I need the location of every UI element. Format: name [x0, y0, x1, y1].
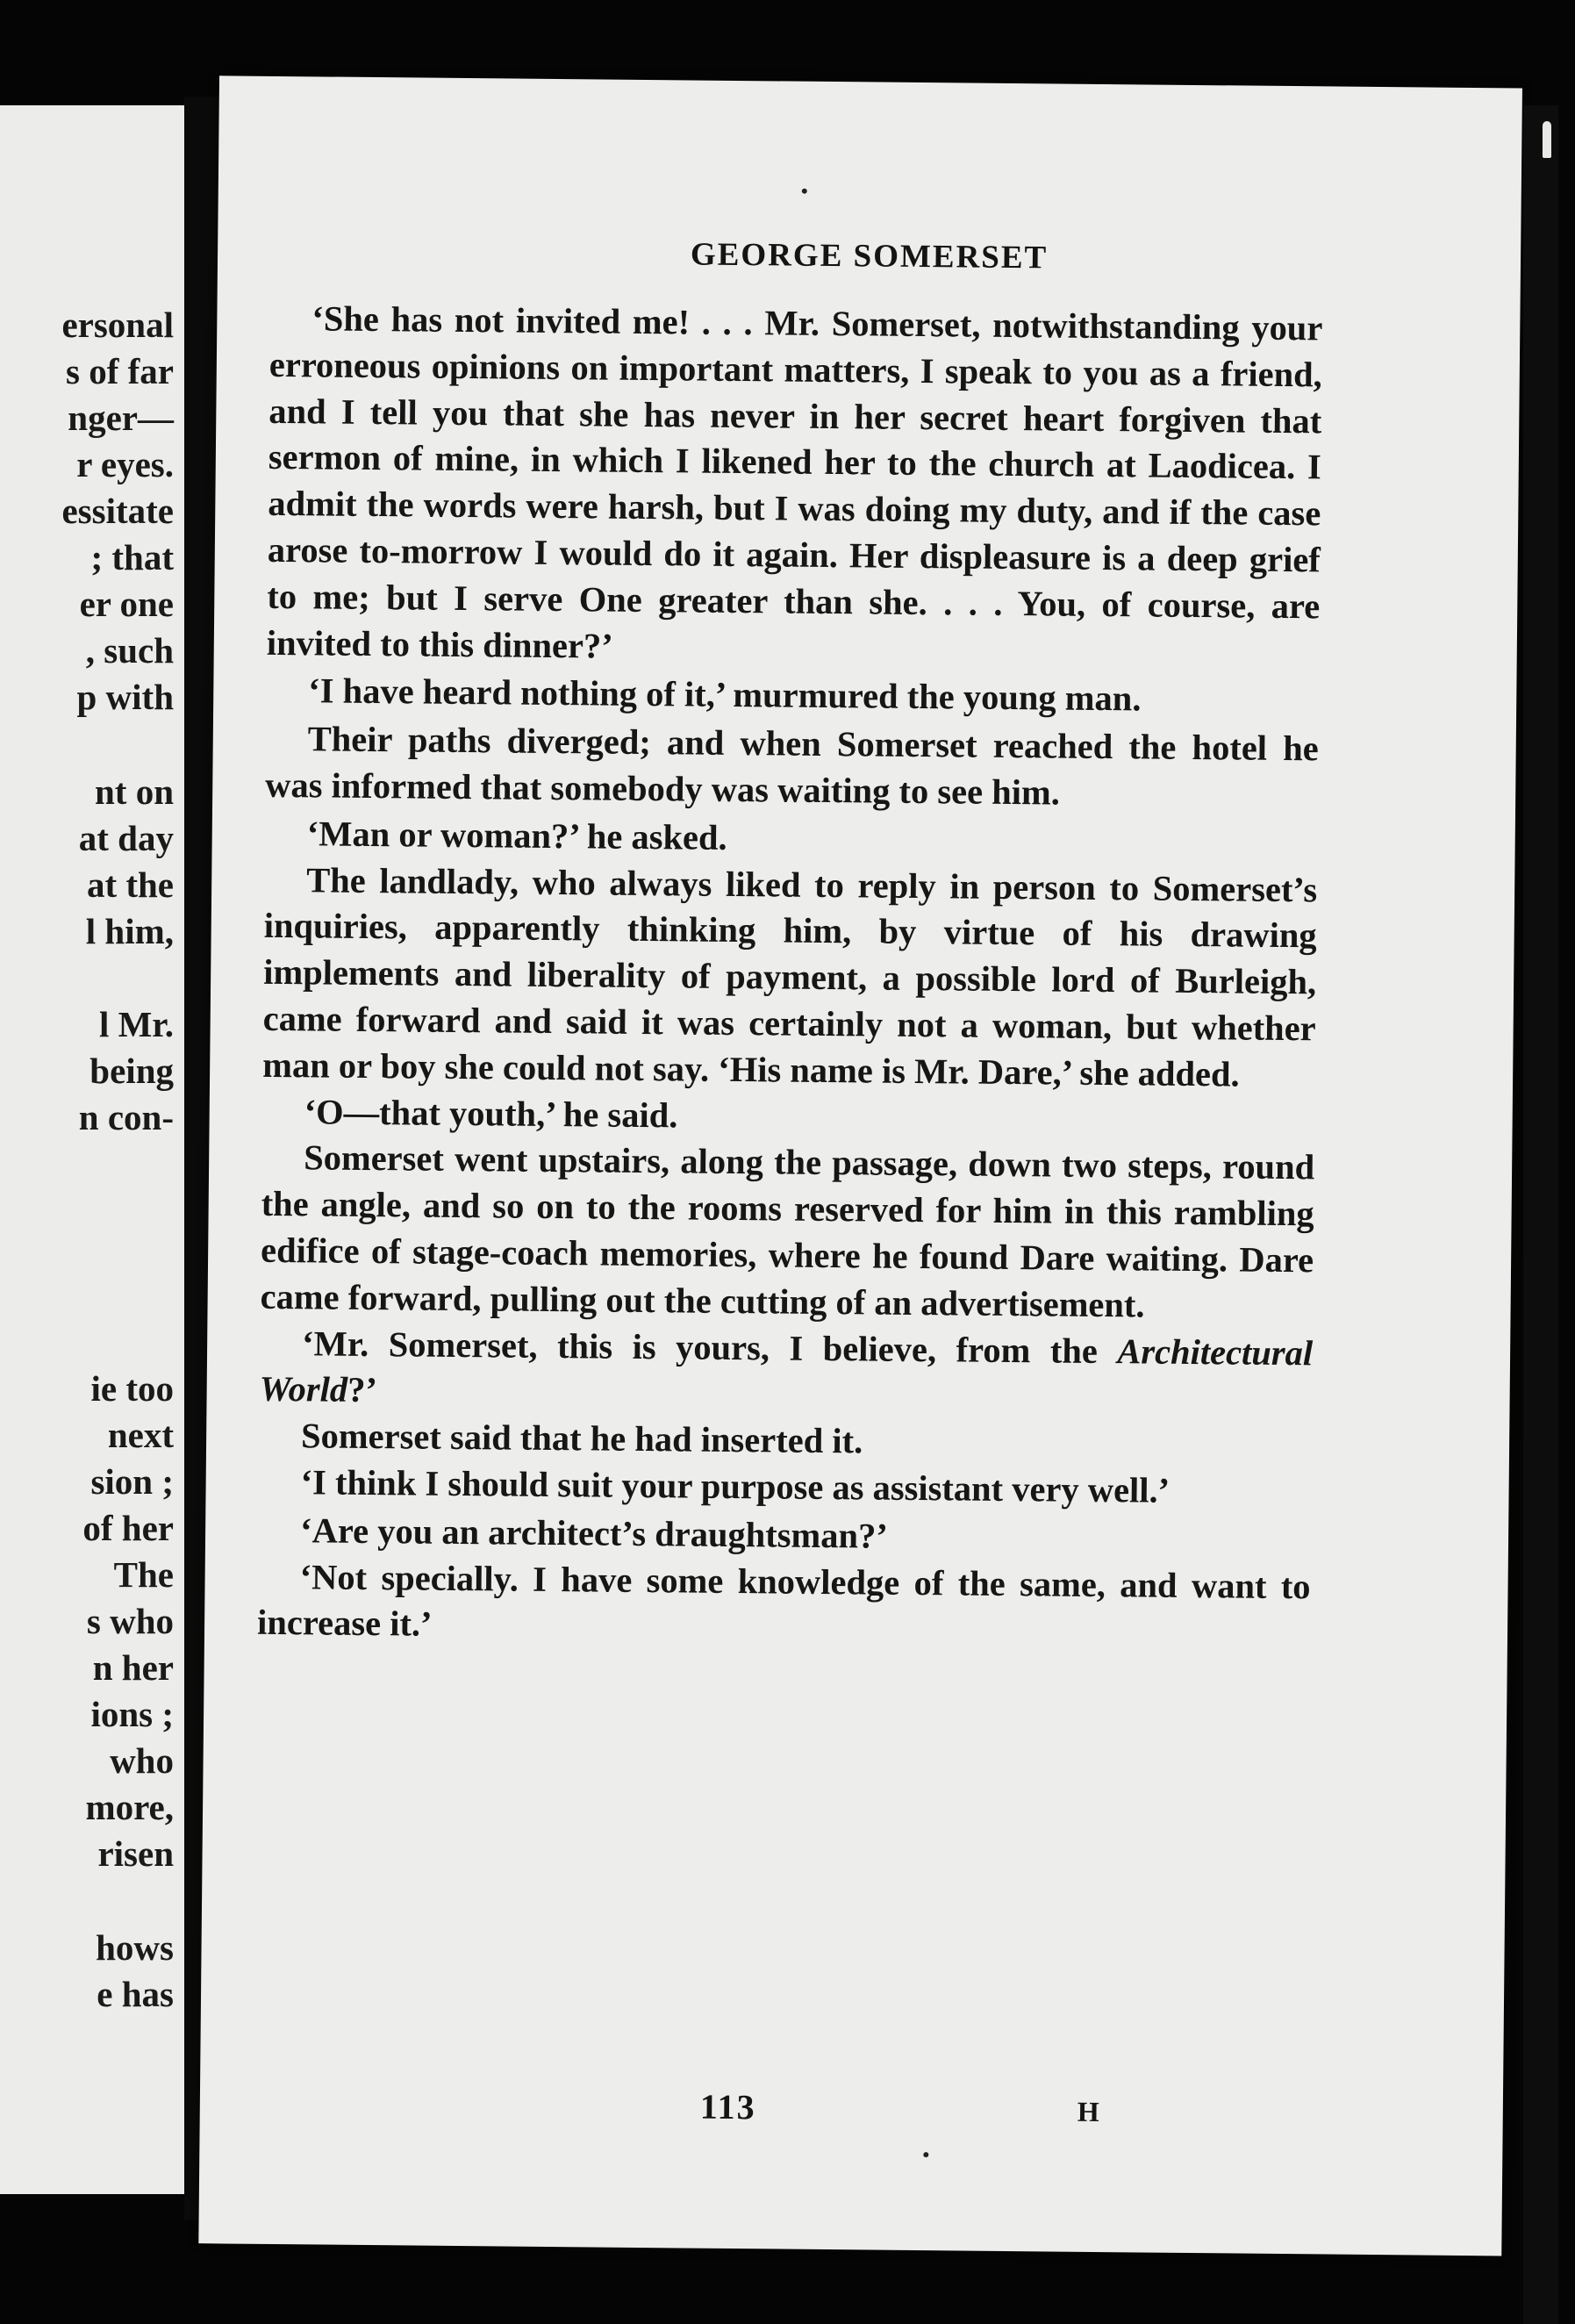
advert-paragraph: [259, 1320, 1313, 1423]
advert-prefix: ‘Mr. Somerset, this is yours, I believe, from the: [301, 1323, 1099, 1371]
facing-line: being: [89, 1051, 174, 1091]
advert-suffix: ?’: [347, 1370, 378, 1410]
paragraph: ‘O—that youth,’ he said.: [304, 1091, 678, 1135]
journal-title: Architectural World: [259, 1331, 1314, 1410]
facing-line: sion ;: [90, 1461, 174, 1502]
page-number: 113: [699, 2086, 756, 2127]
facing-line: ie too: [90, 1368, 174, 1409]
paragraph: ‘Are you an architect’s draughtsman?’: [299, 1510, 889, 1556]
facing-line: hows: [96, 1927, 174, 1968]
facing-line: e has: [97, 1974, 174, 2014]
paragraph: ‘She has not invited me! . . . Mr. Somerset, notwithstanding your erroneous opinions on important matters, I speak to you as a friend, and I tell you that she has never in her secret heart forgiven that sermon of mine, in which I likened her to the church at Laodicea. I admit the words were harsh, but I was doing my duty, and if the case arose to-morrow I would do it again. Her displeasure is a deep grief to me; but I serve One greater than she. . . . You, of course, are invited to this dinner?’: [266, 298, 1323, 666]
facing-line: who: [110, 1740, 174, 1781]
page-body: [257, 296, 1323, 1657]
facing-line: n con-: [78, 1097, 174, 1137]
facing-line: of her: [82, 1508, 174, 1548]
facing-page: [0, 105, 184, 2194]
facing-line: l him,: [85, 911, 174, 951]
book-page: [198, 75, 1522, 2256]
facing-line: risen: [97, 1833, 174, 1874]
facing-line: nger—: [68, 398, 174, 438]
paragraph: ‘I have heard nothing of it,’ murmured the young man.: [308, 671, 1142, 719]
facing-line: er one: [79, 584, 174, 624]
facing-line: p with: [76, 677, 174, 717]
facing-line: s who: [86, 1601, 174, 1641]
facing-line: l Mr.: [98, 1004, 174, 1044]
facing-line: The: [113, 1554, 174, 1595]
facing-line: nt on: [94, 771, 174, 812]
paragraph: Their paths diverged; and when Somerset reached the hotel he was informed that somebody was waiting to see him.: [265, 719, 1319, 813]
facing-line: ersonal: [61, 305, 174, 345]
ink-speck: [923, 2152, 928, 2157]
edge-mark: [1543, 121, 1551, 158]
facing-line: at day: [78, 818, 174, 858]
facing-line: ; that: [90, 537, 174, 577]
paragraph: ‘Man or woman?’ he asked.: [306, 814, 727, 857]
facing-line: more,: [85, 1787, 174, 1827]
paragraph: The landlady, who always liked to reply in person to Somerset’s inquiries, apparently thinking him, by virtue of his drawing implements and liberality of payment, a possible lord of Burleigh, came forward and said it was certainly not a woman, but whether man or boy she could not say. ‘His name is Mr. Dare,’ she added.: [261, 859, 1318, 1094]
facing-line: s of far: [66, 351, 174, 391]
facing-line: , such: [85, 630, 174, 671]
signature-mark: H: [1077, 2095, 1099, 2128]
facing-line: n her: [92, 1647, 174, 1688]
paragraph: Somerset said that he had inserted it.: [300, 1416, 863, 1461]
paragraph: ‘Not specially. I have some knowledge of the same, and want to increase it.’: [256, 1556, 1311, 1645]
facing-line: at the: [86, 864, 174, 905]
scan-edge: [1523, 105, 1558, 2324]
facing-line: next: [107, 1415, 174, 1455]
running-head: GEORGE SOMERSET: [690, 236, 1049, 276]
paragraph: Somerset went upstairs, along the passage, down two steps, round the angle, and so on to the rooms reserved for him in this rambling edifice of stage-coach memories, where he found Dare waiting. Dare came forward, pulling out the cutting of an advertisement.: [260, 1137, 1315, 1325]
ink-speck: [802, 189, 807, 194]
facing-line: r eyes.: [76, 444, 174, 484]
facing-line: ions ;: [90, 1694, 174, 1734]
paragraph: ‘I think I should suit your purpose as assistant very well.’: [300, 1462, 1171, 1510]
facing-line: essitate: [61, 491, 174, 531]
